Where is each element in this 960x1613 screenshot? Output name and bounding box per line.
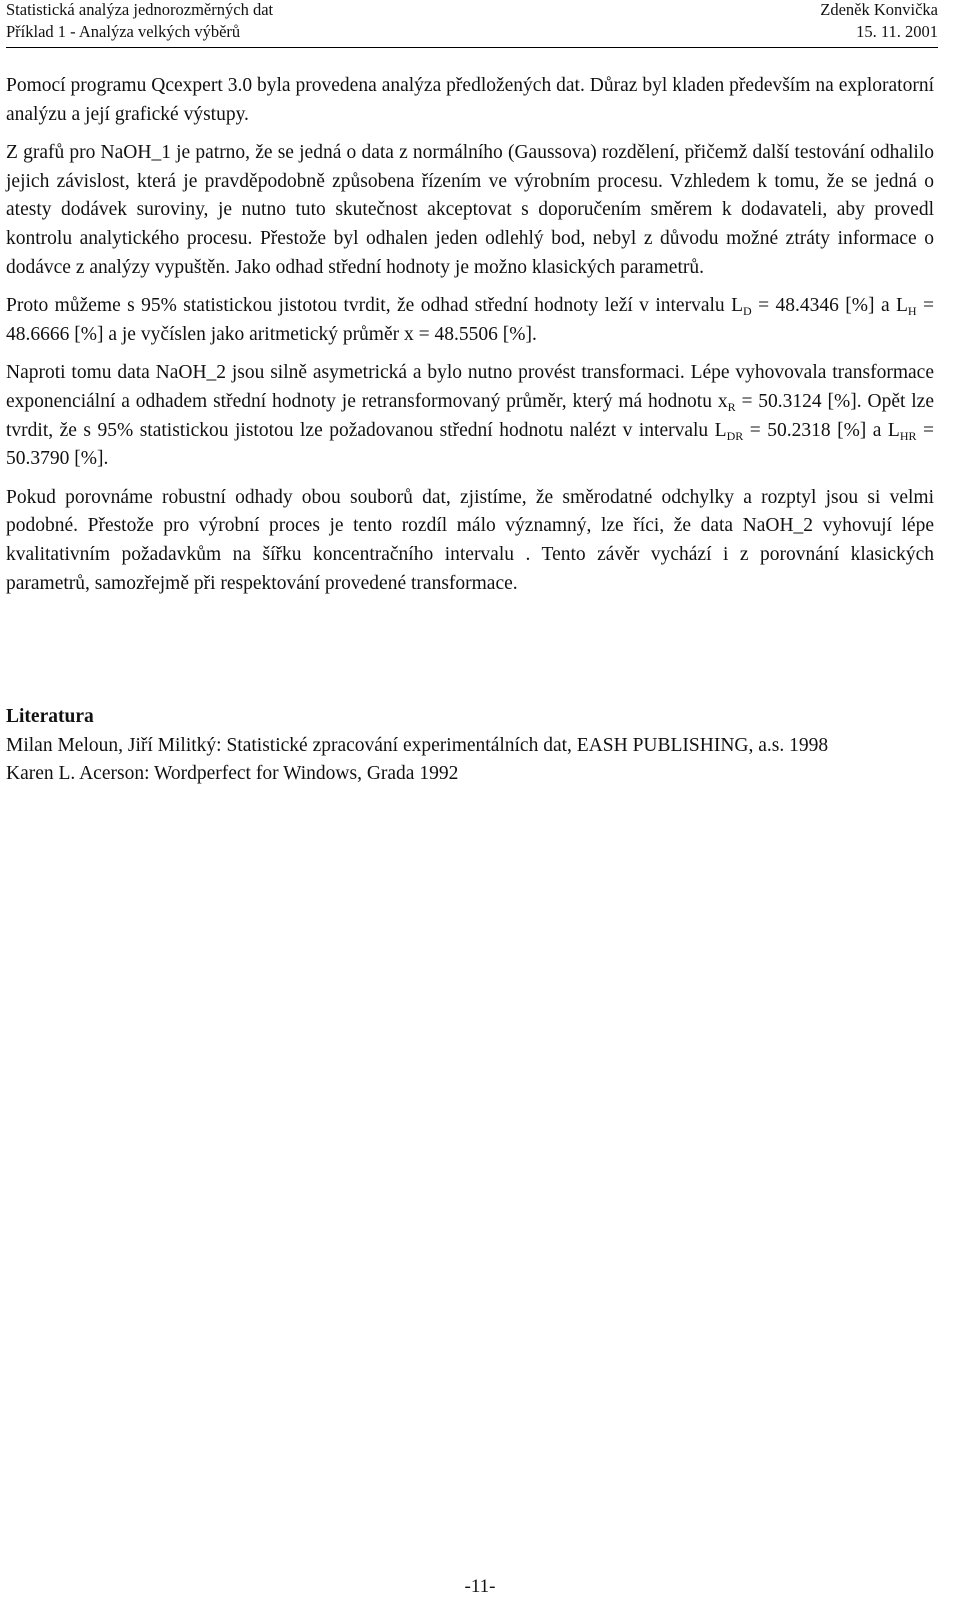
- header-subtitle: Příklad 1 - Analýza velkých výběrů: [6, 22, 241, 41]
- text-run: Proto můžeme s 95% statistickou jistotou tvrdit, že odhad střední hodnoty leží v intervalu L: [6, 295, 743, 317]
- subscript-d: D: [743, 304, 752, 319]
- literature-item: Milan Meloun, Jiří Militký: Statistické zpracování experimentálních dat, EASH PUBLISHING, a.s. 1998: [6, 734, 829, 756]
- text-run: Naproti tomu data NaOH_2 jsou silně asymetrická a bylo nutno provést transformaci. Lépe vyhovovala transformace exponenciální a odhadem střední hodnoty je retransformovaný průměr, který má hodnotu x: [6, 362, 934, 412]
- subscript-h: H: [907, 304, 917, 319]
- literature-item: Karen L. Acerson: Wordperfect for Windows, Grada 1992: [6, 763, 459, 785]
- literature-section: [6, 703, 934, 789]
- subscript-r: R: [727, 399, 736, 414]
- paragraph-naoh2: [6, 359, 934, 473]
- header-divider: [6, 47, 938, 48]
- paragraph-naoh1: Z grafů pro NaOH_1 je patrno, že se jedná o data z normálního (Gaussova) rozdělení, přičemž další testování odhalilo jejich závislost, která je pravděpodobně způsobena řízením ve výrobním procesu. Vzhledem k tomu, že se jedná o atesty dodávek suroviny, je nutno tuto skutečnost akceptovat s doporučením směrem k dodavateli, aby provedl kontrolu analytického procesu. Přestože byl odhalen jeden odlehlý bod, nebyl z důvodu možné ztráty informace o dodávce z analýzy vypuštěn. Jako odhad střední hodnoty je možno klasických parametrů.: [6, 142, 934, 278]
- paragraph-intro: Pomocí programu Qcexpert 3.0 byla provedena analýza předložených dat. Důraz byl kladen především na exploratorní analýzu a její grafické výstupy.: [6, 75, 934, 125]
- text-run: = 50.3124 [%]. Opět lze tvrdit, že s 95% statistickou jistotou lze požadovanou střední hodnotu nalézt v intervalu L: [6, 390, 934, 441]
- literature-heading: Literatura: [6, 706, 94, 728]
- paragraph-confidence-naoh1: [6, 292, 934, 349]
- running-header-bottom: [6, 22, 938, 42]
- header-date: 15. 11. 2001: [856, 22, 938, 41]
- header-title: Statistická analýza jednorozměrných dat: [6, 0, 274, 19]
- text-run: = 50.3790 [%].: [6, 419, 934, 470]
- text-run: = 48.6666 [%] a je vyčíslen jako aritmetický průměr x = 48.5506 [%].: [6, 295, 935, 345]
- text-run: = 50.2318 [%] a L: [743, 419, 900, 441]
- text-run: = 48.4346 [%] a L: [751, 295, 908, 317]
- subscript-hr: HR: [899, 428, 917, 443]
- paragraph-comparison: Pokud porovnáme robustní odhady obou souborů dat, zjistíme, že směrodatné odchylky a rozptyl jsou si velmi podobné. Přestože pro výrobní proces je tento rozdíl málo významný, lze říci, že data NaOH_2 vyhovují lépe kvalitativním požadavkům na šířku koncentračního intervalu . Tento závěr vychází i z porovnání klasických parametrů, samozřejmě při respektování provedené transformace.: [6, 486, 934, 594]
- subscript-dr: DR: [726, 428, 744, 443]
- document-body: [6, 72, 934, 789]
- header-author: Zdeněk Konvička: [820, 0, 938, 19]
- running-header-top: [6, 0, 938, 20]
- page-number: -11-: [464, 1576, 496, 1597]
